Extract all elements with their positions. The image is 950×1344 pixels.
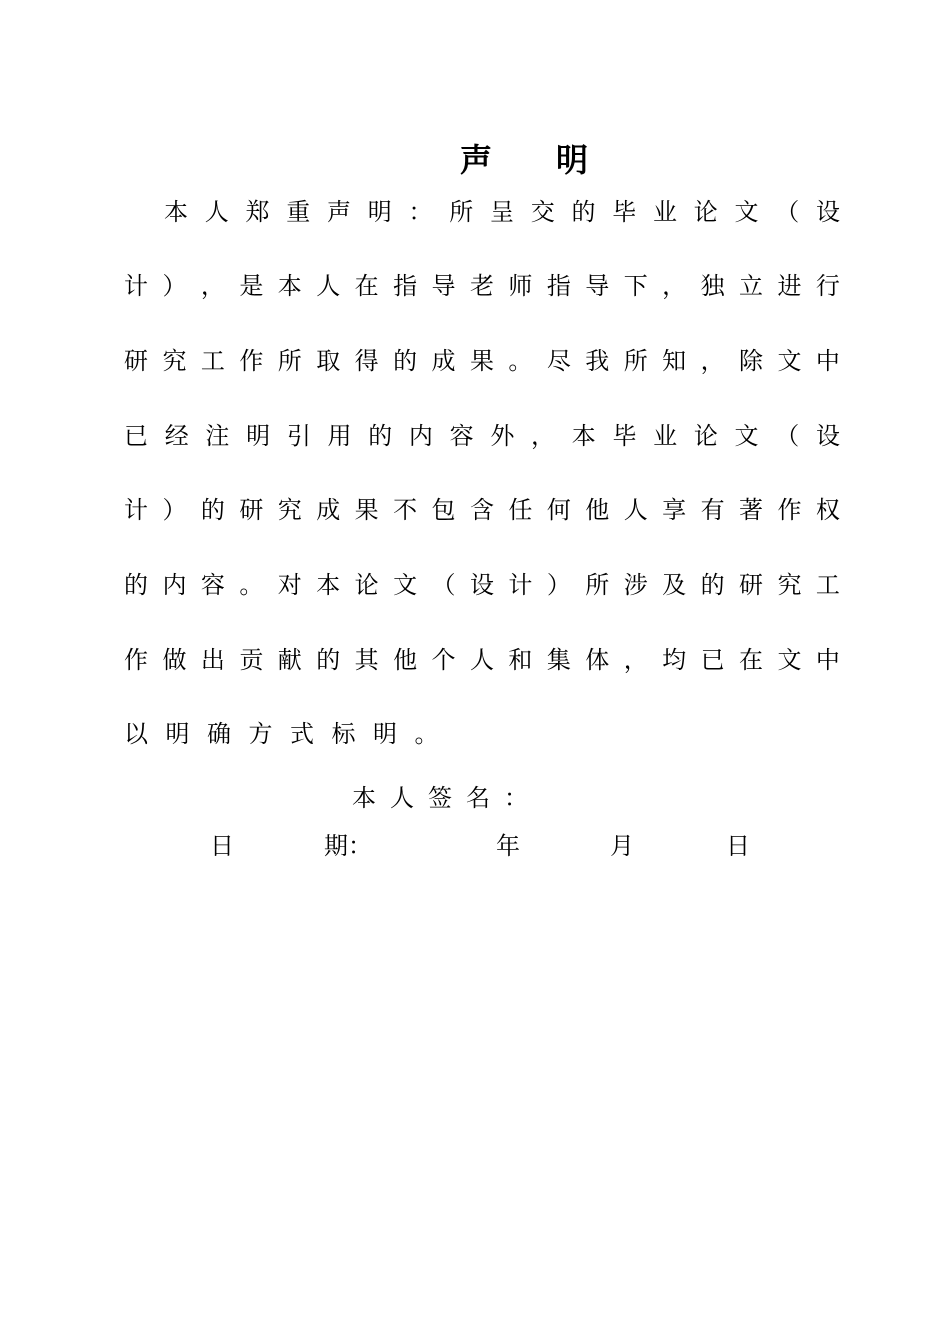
- title-char-1: 声: [460, 141, 493, 179]
- date-month-label: 月: [610, 832, 634, 860]
- page-title: [0, 136, 950, 186]
- paragraph-line: 的 内 容 。 对 本 论 文 （ 设 计 ） 所 涉 及 的 研 究 工: [124, 571, 840, 599]
- paragraph-line: 本 人 郑 重 声 明 ： 所 呈 交 的 毕 业 论 文 （ 设: [164, 198, 840, 226]
- date-day-label: 日: [726, 832, 750, 860]
- title-char-2: 明: [556, 141, 589, 179]
- paragraph-line: 计 ） ， 是 本 人 在 指 导 老 师 指 导 下 ， 独 立 进 行: [124, 272, 840, 300]
- date-line: [0, 826, 950, 866]
- paragraph-line: 已 经 注 明 引 用 的 内 容 外 ， 本 毕 业 论 文 （ 设: [124, 422, 840, 450]
- date-label-ri: 日: [210, 832, 234, 860]
- paragraph-line: 作 做 出 贡 献 的 其 他 个 人 和 集 体 ， 均 已 在 文 中: [124, 646, 840, 674]
- paragraph-line: 计 ） 的 研 究 成 果 不 包 含 任 何 他 人 享 有 著 作 权: [124, 496, 840, 524]
- paragraph-line: 研 究 工 作 所 取 得 的 成 果 。 尽 我 所 知 ， 除 文 中: [124, 347, 840, 375]
- paragraph-line: 以 明 确 方 式 标 明 。: [124, 720, 439, 748]
- signature-label: 本 人 签 名 ：: [352, 784, 528, 812]
- date-year-label: 年: [496, 832, 520, 860]
- date-label-qi: 期：: [324, 832, 372, 860]
